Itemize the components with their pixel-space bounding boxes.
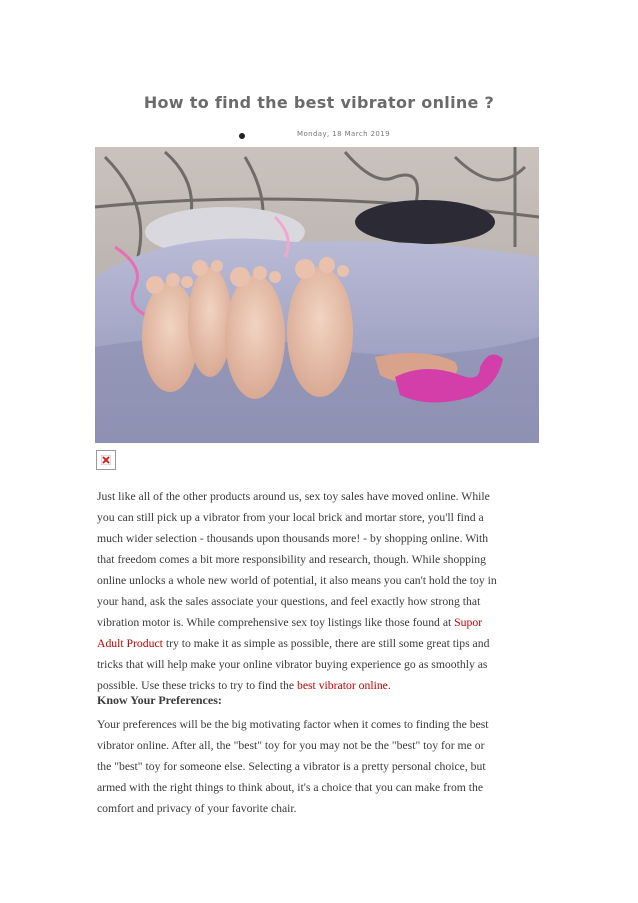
- paragraph-line: vibrator online. After all, the "best" toy for you may not be the "best" toy for me or: [97, 739, 485, 752]
- paragraph-line: armed with the right things to think about, it's a choice that you can make from the: [97, 781, 484, 794]
- post-meta: [0, 130, 638, 144]
- paragraph-line: tricks that will help make your online vibrator buying experience go as smoothly as: [97, 658, 488, 671]
- supor-adult-product-link[interactable]: Supor: [454, 616, 483, 629]
- best-vibrator-online-link[interactable]: best vibrator online: [296, 679, 388, 692]
- hero-image: [95, 147, 539, 443]
- paragraph-line: your hand, ask the sales associate your questions, and feel exactly how strong that: [97, 595, 481, 608]
- paragraph-line: [97, 633, 547, 654]
- broken-image-icon: [101, 455, 111, 465]
- bullet-icon: [239, 133, 245, 139]
- photo-bed-feet-icon: [95, 147, 539, 443]
- supor-adult-product-link-cont[interactable]: Adult Product: [97, 637, 163, 650]
- post-title: How to find the best vibrator online ?: [143, 93, 495, 112]
- text-segment: possible. Use these tricks to try to find the: [97, 679, 297, 692]
- text-segment: vibration motor is. While comprehensive sex toy listings like those found at: [97, 616, 455, 629]
- paragraph-line: much wider selection - thousands upon thousands more! - by shopping online. With: [97, 532, 489, 545]
- paragraph-line: online unlocks a whole new world of potential, it also means you can't hold the toy in: [97, 574, 497, 587]
- paragraph-line: comfort and privacy of your favorite chair.: [97, 802, 297, 815]
- section-heading: Know Your Preferences:: [97, 693, 222, 707]
- post-date: Monday, 18 March 2019: [297, 130, 390, 138]
- paragraph-line: you can still pick up a vibrator from your local brick and mortar store, you'll find a: [97, 511, 484, 524]
- paragraph-line: Just like all of the other products around us, sex toy sales have moved online. While: [97, 490, 490, 503]
- intro-paragraph: [97, 486, 547, 696]
- paragraph-line: that freedom comes a bit more responsibility and research, though. While shopping: [97, 553, 486, 566]
- text-segment: .: [387, 679, 391, 692]
- broken-image: [96, 450, 116, 470]
- paragraph-line: [97, 612, 547, 633]
- preferences-paragraph: [97, 714, 547, 819]
- text-segment: try to make it as simple as possible, there are still some great tips and: [162, 637, 490, 650]
- paragraph-line: Your preferences will be the big motivating factor when it comes to finding the best: [97, 718, 489, 731]
- paragraph-line: the "best" toy for someone else. Selecting a vibrator is a pretty personal choice, but: [97, 760, 486, 773]
